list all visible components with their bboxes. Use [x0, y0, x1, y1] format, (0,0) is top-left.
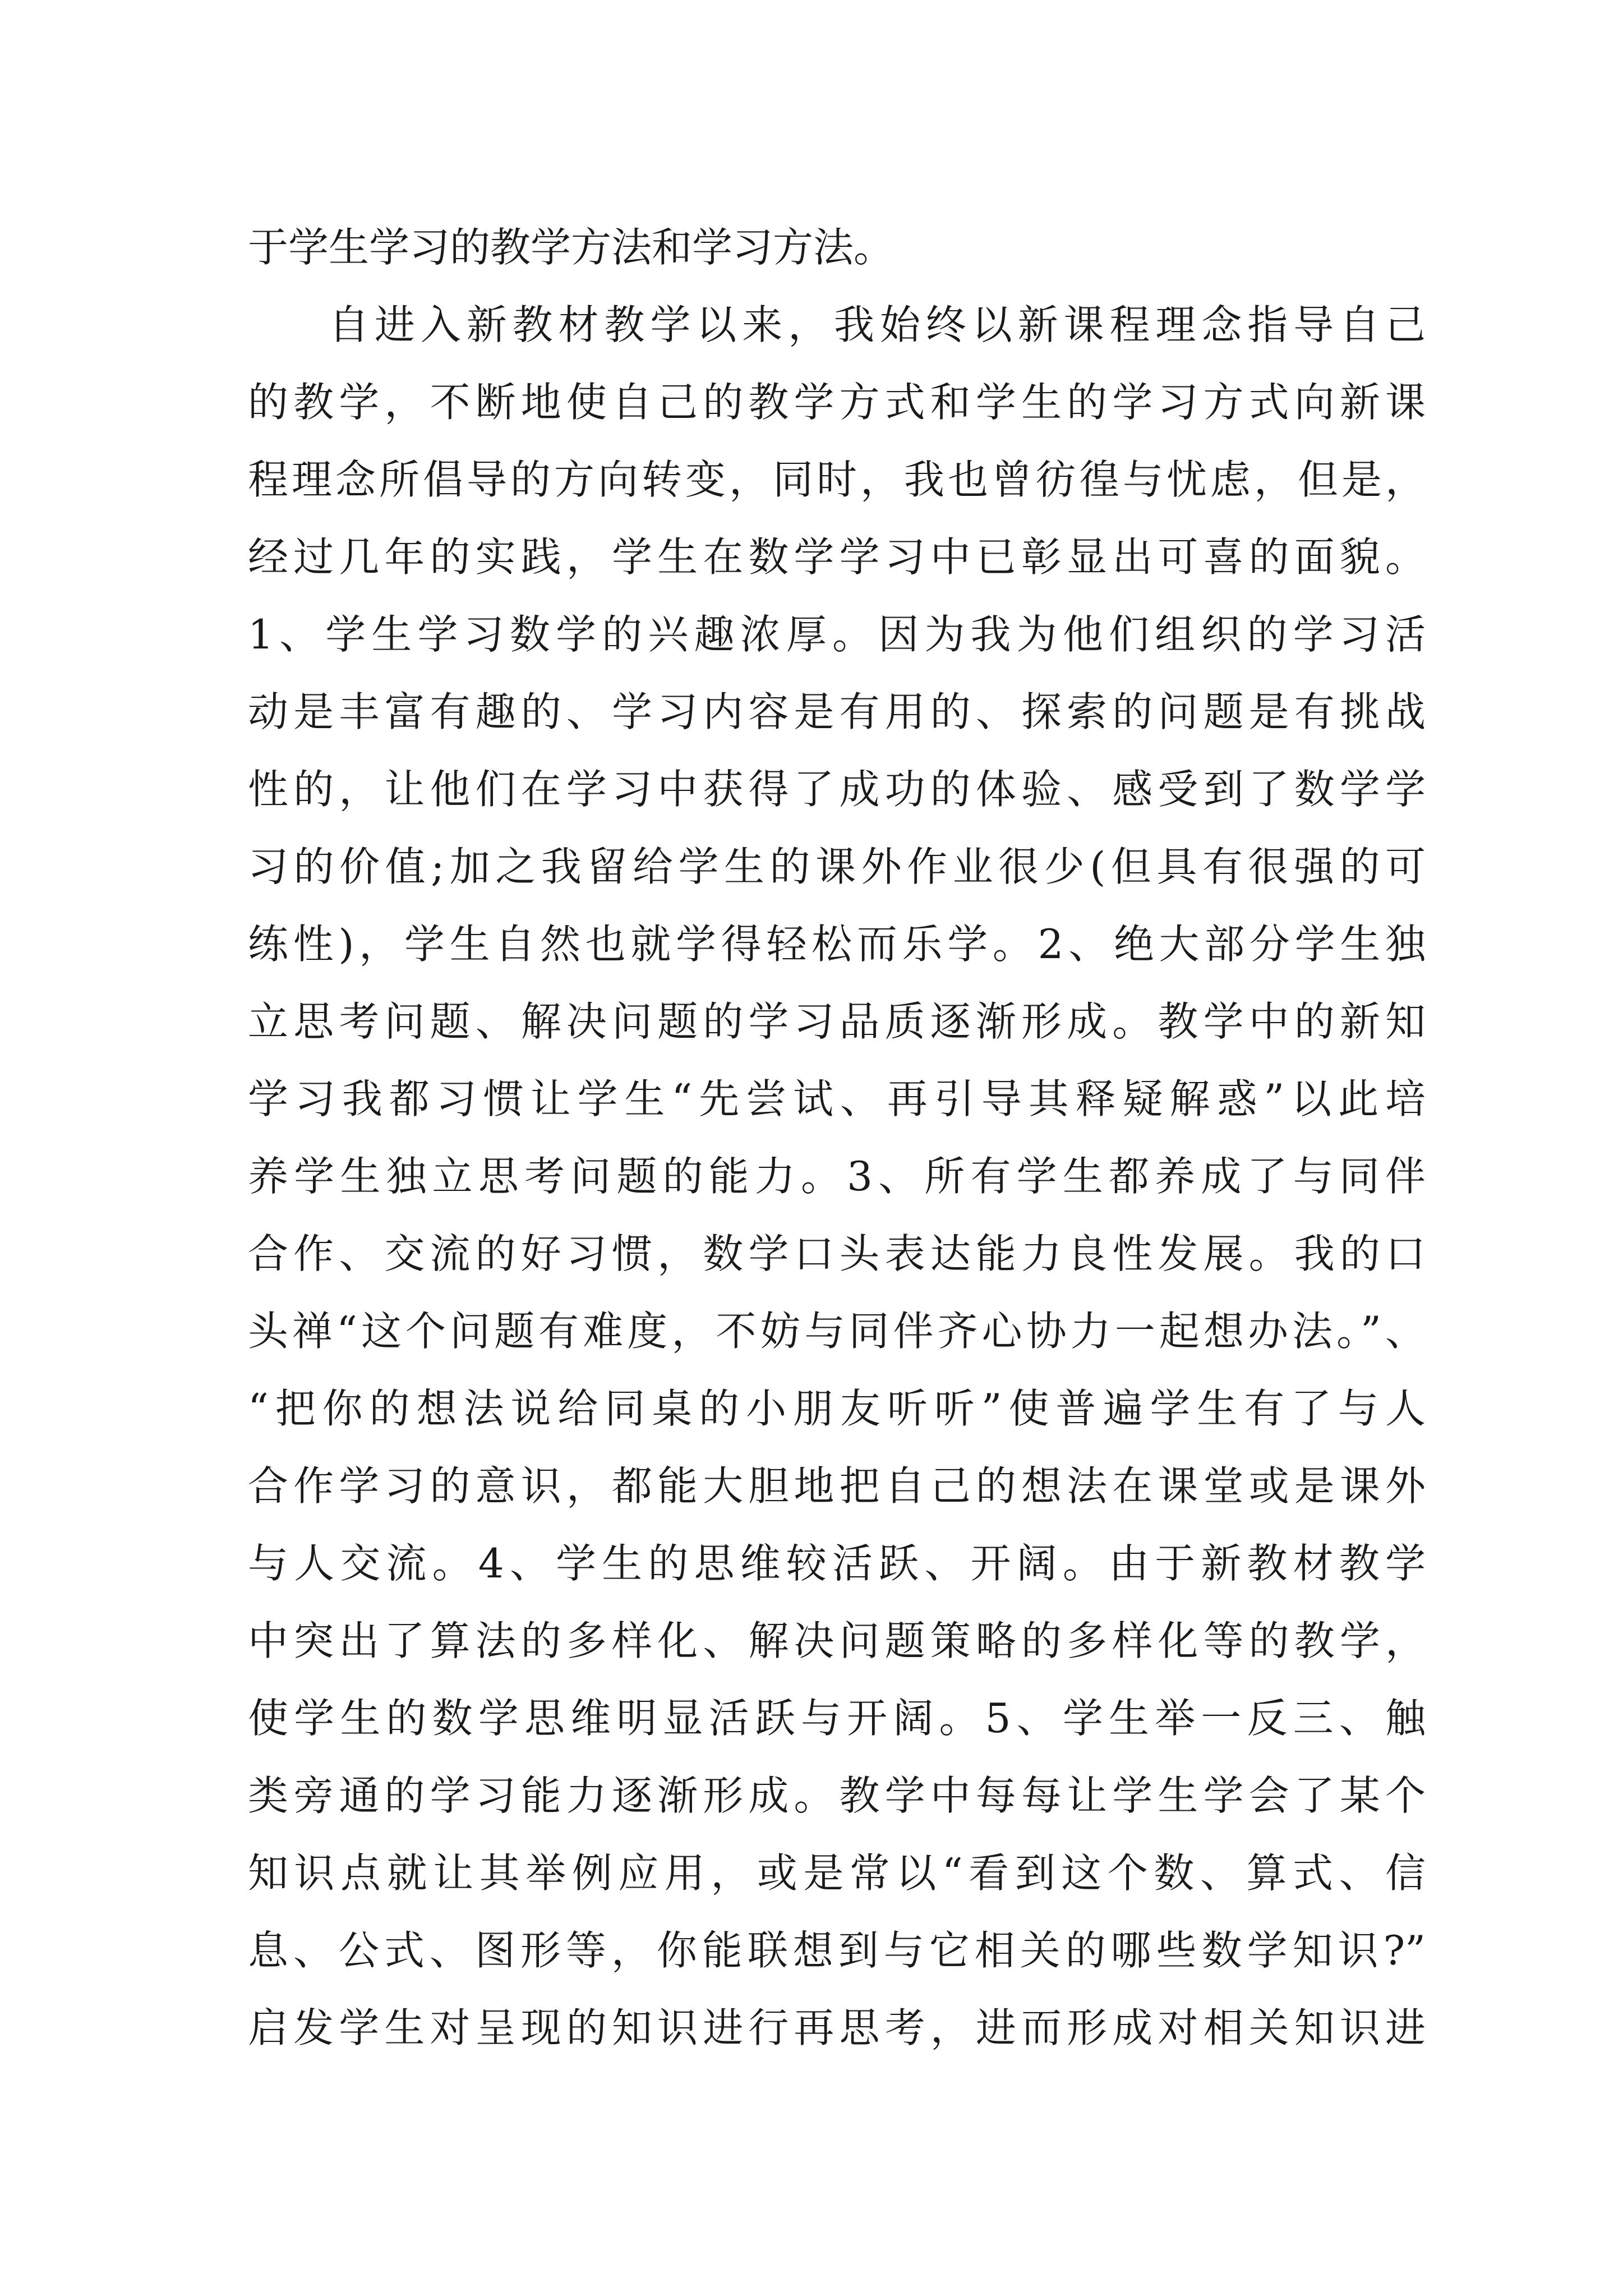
text-line: 立思考问题、解决问题的学习品质逐渐形成。教学中的新知 [248, 998, 1426, 1045]
text-line: 类旁通的学习能力逐渐形成。教学中每每让学生学会了某个 [248, 1772, 1426, 1819]
text-line: 中突出了算法的多样化、解决问题策略的多样化等的教学， [248, 1617, 1426, 1664]
text-line: 头禅“这个问题有难度，不妨与同伴齐心协力一起想办法。”、 [248, 1308, 1426, 1355]
text-line: 的教学，不断地使自己的教学方式和学生的学习方式向新课 [248, 379, 1426, 426]
text-line: 合作学习的意识，都能大胆地把自己的想法在课堂或是课外 [248, 1462, 1426, 1510]
text-line: 练性)，学生自然也就学得轻松而乐学。2、绝大部分学生独 [248, 921, 1426, 968]
text-line: 于学生学习的教学方法和学习方法。 [248, 224, 895, 271]
text-line: 性的，让他们在学习中获得了成功的体验、感受到了数学学 [248, 766, 1426, 813]
text-line: 知识点就让其举例应用，或是常以“看到这个数、算式、信 [248, 1849, 1426, 1897]
text-line: 程理念所倡导的方向转变，同时，我也曾彷徨与忧虑，但是， [248, 456, 1426, 503]
text-line: 与人交流。4、学生的思维较活跃、开阔。由于新教材教学 [248, 1540, 1426, 1587]
text-line: 息、公式、图形等，你能联想到与它相关的哪些数学知识?” [248, 1927, 1426, 1974]
text-line: 习的价值;加之我留给学生的课外作业很少(但具有很强的可 [248, 843, 1426, 890]
text-line: 使学生的数学思维明显活跃与开阔。5、学生举一反三、触 [248, 1695, 1426, 1742]
text-line: 合作、交流的好习惯，数学口头表达能力良性发展。我的口 [248, 1230, 1426, 1277]
text-line: 启发学生对呈现的知识进行再思考，进而形成对相关知识进 [248, 2004, 1426, 2051]
paragraph-first-line: 自进入新教材教学以来，我始终以新课程理念指导自己 [329, 301, 1426, 348]
text-line: 养学生独立思考问题的能力。3、所有学生都养成了与同伴 [248, 1153, 1426, 1200]
text-line: “把你的想法说给同桌的小朋友听听”使普遍学生有了与人 [248, 1385, 1426, 1432]
body-text [248, 209, 1426, 2067]
text-line: 1、学生学习数学的兴趣浓厚。因为我为他们组织的学习活 [248, 611, 1426, 658]
text-line: 经过几年的实践，学生在数学学习中已彰显出可喜的面貌。 [248, 533, 1426, 581]
text-line: 动是丰富有趣的、学习内容是有用的、探索的问题是有挑战 [248, 688, 1426, 735]
text-line: 学习我都习惯让学生“先尝试、再引导其释疑解惑”以此培 [248, 1075, 1426, 1122]
